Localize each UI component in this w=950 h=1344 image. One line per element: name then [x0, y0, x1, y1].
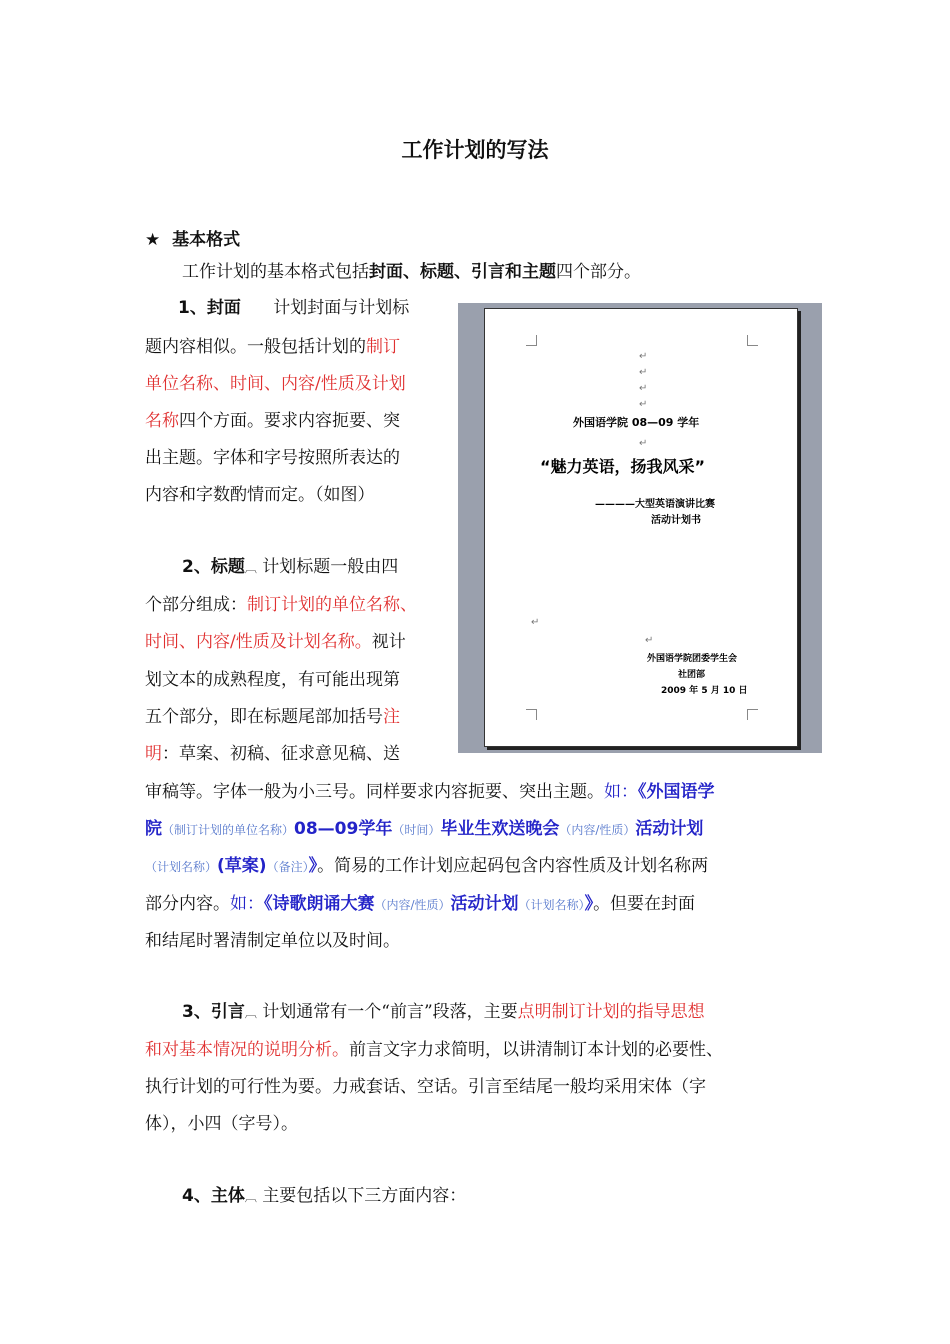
preface-para-line-1 [182, 1000, 705, 1025]
text-run-blue-bold: 活动计划 [635, 819, 704, 839]
text-run-blue-bold: 》 [308, 856, 318, 876]
text-run: 部分内容。 [145, 894, 230, 914]
cover-para-line-5: 出主题。字体和字号按照所表达的 [145, 448, 400, 468]
annotation-note: （内容/性质） [374, 898, 451, 912]
text-run-blue-bold: 院 [145, 819, 162, 839]
title-para-line-2 [145, 593, 417, 617]
corner-mark [526, 709, 537, 720]
body-para-line-1 [182, 1184, 466, 1209]
text-run-red: 制订计划的单位名称、 [247, 595, 417, 615]
return-mark-icon: ↵ [639, 399, 648, 410]
text-run: 审稿等。字体一般为小三号。同样要求内容扼要、突出主题。 [145, 782, 604, 802]
preface-para-line-4: 体），小四（字号）。 [145, 1114, 298, 1134]
text-run: 前言文字力求简明，以讲清制订本计划的必要性、 [349, 1040, 723, 1060]
paragraph-mark-icon: ︹ [244, 1006, 257, 1020]
text-run-red: 和对基本情况的说明分析。 [145, 1040, 349, 1060]
text-run: 计划封面与计划标 [273, 298, 410, 318]
text-run-blue-bold: 毕业生欢送晚会 [440, 819, 560, 839]
title-para-line-7 [145, 780, 715, 804]
text-run: 题内容相似。一般包括计划的 [145, 337, 366, 357]
star-icon: ★ [145, 230, 161, 250]
title-para-line-6 [145, 742, 400, 766]
section-heading-text: 基本格式 [172, 230, 241, 250]
text-run-blue-bold: 《诗歌朗诵大赛 [264, 894, 375, 914]
text-run: 四个方面。要求内容扼要、突 [179, 411, 400, 431]
body-label: 4、主体 [182, 1186, 245, 1206]
cover-para-line-3: 单位名称、时间、内容/性质及计划 [145, 374, 406, 394]
annotation-note: （计划名称） [518, 898, 585, 912]
title-label: 2、标题 [182, 557, 245, 577]
return-mark-icon: ↵ [639, 367, 648, 378]
annotation-note: （时间） [392, 823, 441, 837]
section-heading [145, 225, 240, 250]
text-run-blue-bold: 《外国语学 [638, 782, 715, 802]
cover-page [484, 308, 798, 747]
preface-label: 3、引言 [182, 1002, 245, 1022]
text-run: 计划标题一般由四 [262, 557, 399, 577]
title-para-line-1 [182, 555, 398, 580]
text-run-blue-bold: 》 [584, 894, 594, 914]
preface-para-line-2 [145, 1038, 723, 1062]
cover-para-line-6: 内容和字数酌情而定。（如图） [145, 485, 375, 505]
return-mark-icon: ↵ [639, 383, 648, 394]
text-run: 主要包括以下三方面内容： [262, 1186, 467, 1206]
text-run-blue: 如： [604, 782, 638, 802]
cover-example-image [458, 303, 822, 753]
intro-paragraph [182, 260, 641, 284]
annotation-note: （内容/性质） [559, 823, 636, 837]
text-run-red: 明 [145, 744, 162, 764]
intro-text-end: 四个部分。 [556, 262, 641, 282]
cover-subtitle-1: ————大型英语演讲比赛 [595, 499, 715, 510]
text-run: 个部分组成： [145, 595, 247, 615]
text-run-red: 注 [383, 707, 400, 727]
title-para-line-5 [145, 705, 400, 729]
text-run-blue-bold: (草案) [217, 856, 267, 876]
text-run-red: 制订 [366, 337, 400, 357]
paragraph-mark-icon: ︹ [244, 561, 257, 575]
return-mark-icon: ↵ [645, 635, 654, 646]
annotation-note: （计划名称） [145, 860, 218, 874]
text-run: 。简易的工作计划应起码包含内容性质及计划名称两 [317, 856, 709, 876]
text-run-red: 点明制订计划的指导思想 [517, 1002, 705, 1022]
title-para-line-8 [145, 817, 703, 842]
cover-subtitle-2: 活动计划书 [651, 515, 701, 526]
return-mark-icon: ↵ [639, 438, 648, 449]
cover-school-year: 外国语学院 08—09 学年 [573, 416, 700, 429]
cover-org-1: 外国语学院团委学生会 [647, 654, 738, 664]
text-run: ：草案、初稿、征求意见稿、送 [162, 744, 400, 764]
paragraph-mark-icon: ︹ [244, 1190, 257, 1204]
text-run: 视计 [371, 632, 406, 652]
return-mark-icon: ↵ [639, 351, 648, 362]
title-para-line-10 [145, 892, 695, 917]
text-run-blue: 如： [230, 894, 264, 914]
title-para-line-4: 划文本的成熟程度，有可能出现第 [145, 670, 400, 690]
corner-mark [526, 335, 537, 346]
title-para-line-3 [145, 630, 406, 654]
text-run: 五个部分，即在标题尾部加括号 [145, 707, 383, 727]
cover-org-2: 社团部 [678, 670, 706, 680]
intro-text: 工作计划的基本格式包括 [182, 262, 369, 282]
page-title: 工作计划的写法 [401, 138, 549, 162]
text-run: 。但要在封面 [593, 894, 696, 914]
cover-para-line-2 [145, 335, 400, 359]
cover-para-line-1 [178, 296, 409, 320]
return-mark-icon: ↵ [531, 617, 540, 628]
text-run-red: 名称 [145, 411, 179, 431]
corner-mark [747, 335, 758, 346]
cover-date: 2009 年 5 月 10 日 [661, 686, 748, 696]
text-run: 计划通常有一个“前言”段落，主要 [262, 1002, 518, 1022]
cover-para-line-4 [145, 409, 400, 433]
preface-para-line-3: 执行计划的可行性为要。力戒套话、空话。引言至结尾一般均采用宋体（字 [145, 1077, 706, 1097]
text-run-red: 时间、内容/性质及计划名称。 [145, 632, 372, 652]
text-run-blue-bold: 08—09学年 [294, 819, 393, 839]
corner-mark [747, 709, 758, 720]
cover-label: 1、封面 [178, 298, 241, 318]
annotation-note: （制订计划的单位名称） [162, 823, 295, 837]
annotation-note: （备注） [266, 860, 309, 874]
text-run-blue-bold: 活动计划 [450, 894, 519, 914]
title-para-line-9 [145, 854, 708, 879]
intro-bold: 封面、标题、引言和主题 [369, 262, 556, 282]
title-para-line-11: 和结尾时署清制定单位以及时间。 [145, 931, 400, 951]
cover-main-title: “魅力英语，扬我风采” [540, 457, 706, 476]
